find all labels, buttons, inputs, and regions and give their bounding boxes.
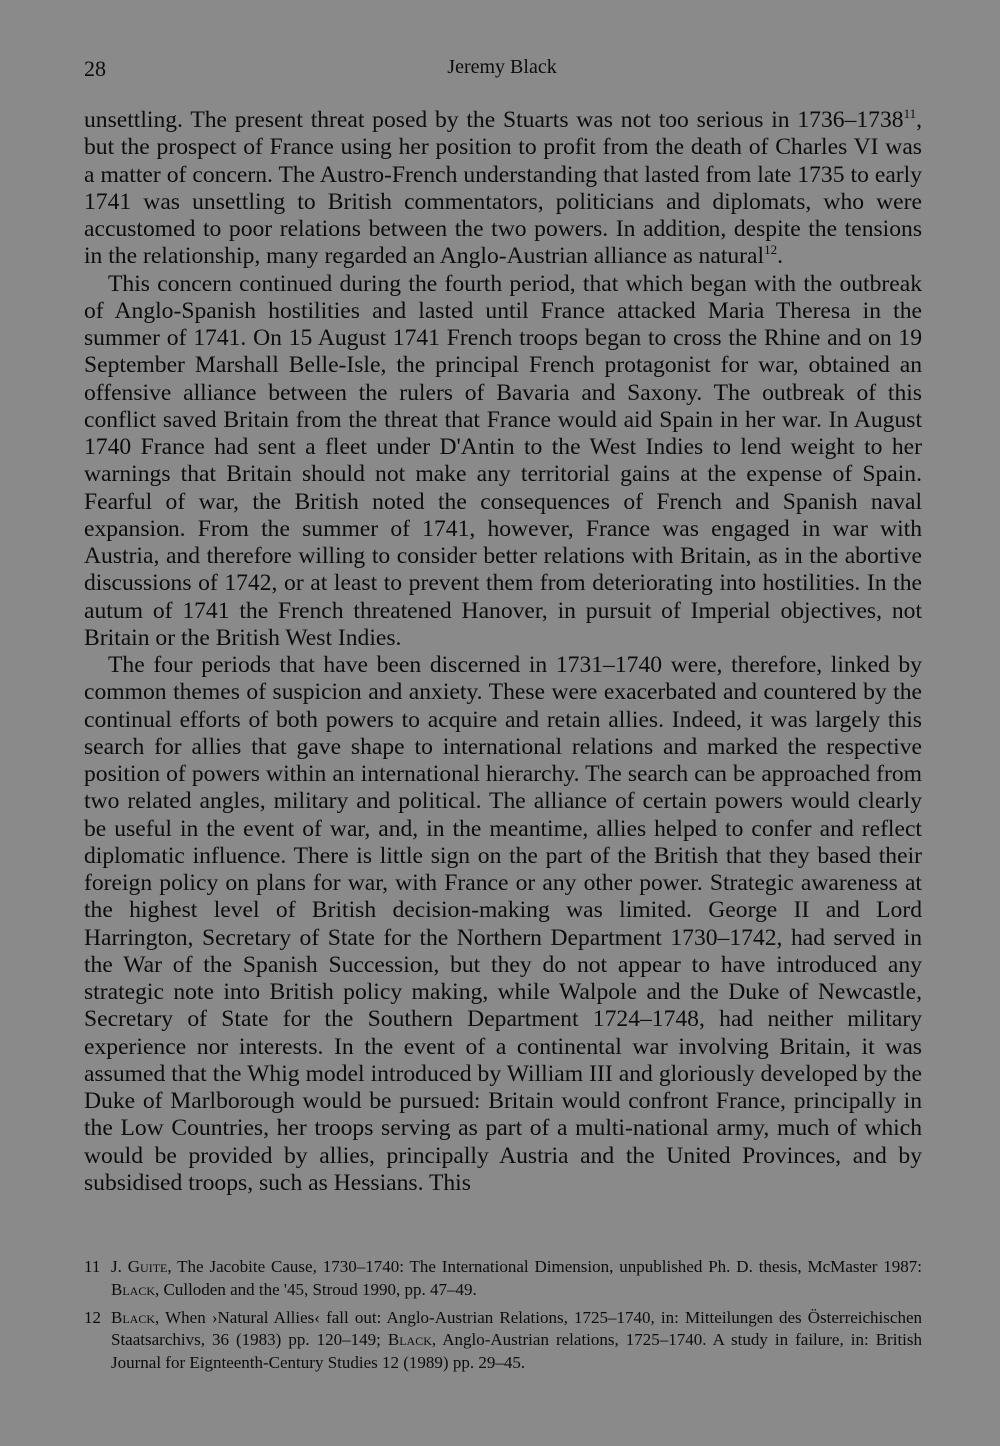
footnote-ref-11: 11 — [903, 106, 917, 121]
footnotes — [84, 1256, 922, 1380]
footnote-text-2: , Anglo-Austrian relations, 1725–1740. A study in failure, in: British Journal for Eignteenth-Century Studies 12 (1989) pp. 29–45. — [111, 1330, 923, 1373]
paragraph-1-text-c: . — [777, 243, 783, 270]
footnote-text-2: , Culloden and the '45, Stroud 1990, pp. 47–49. — [155, 1279, 477, 1299]
footnote-ref-12: 12 — [764, 242, 778, 258]
paragraph-3: The four periods that have been discerned in 1731–1740 were, therefore, linked by common themes of suspicion and anxiety. These were exacerbated and countered by the continual efforts of both powers to acquire and retain allies. Indeed, it was largely this search for allies that gave shape to international relations and marked the respective position of powers within an international hierarchy. The search can be approached from two related angles, military and political. The alliance of certain powers would clearly be useful in the event of war, and, in the meantime, allies helped to confer and reflect diplomatic influence. There is little sign on the part of the British that they based their foreign policy on plans for war, with France or any other power. Strategic awareness at the highest level of British decision-making was limited. George II and Lord Harrington, Secretary of State for the Northern Department 1730–1742, had served in the War of the Spanish Succession, but they do not appear to have introduced any strategic note into British policy making, while Walpole and the Duke of Newcastle, Secretary of State for the Southern Department 1724–1748, had neither military experience nor interests. In the event of a continental war involving Britain, it was assumed that the Whig model introduced by William III and gloriously developed by the Duke of Marlborough would be pursued: Britain would confront France, principally in the Low Countries, her troops serving as part of a multi-national army, much of which would be provided by allies, principally Austria and the United Provinces, and by subsidised troops, such as Hessians. This — [84, 652, 922, 1196]
footnote-12 — [84, 1307, 922, 1375]
paragraph-1 — [84, 107, 922, 271]
footnote-number: 12 — [84, 1307, 101, 1327]
footnote-number: 11 — [84, 1257, 101, 1276]
page-header — [84, 56, 920, 86]
paragraph-1-text-b: , but the prospect of France using her position to profit from the death of Charles VI was a matter of concern. The Austro-French understanding that lasted from late 1735 to early 1741 was unsettling to British commentators, politicians and diplomats, who were accustomed to poor relations between the two powers. In addition, despite the tensions in the relationship, many regarded an Anglo-Austrian alliance as natural — [84, 107, 922, 270]
footnote-author: Black — [111, 1307, 156, 1327]
footnote-11 — [84, 1256, 922, 1302]
footnote-author-2: Black — [111, 1279, 156, 1299]
running-head: Jeremy Black — [447, 56, 557, 78]
body-text — [84, 107, 922, 1197]
footnote-author: Guite — [127, 1257, 168, 1276]
footnote-prefix: J. — [111, 1257, 128, 1276]
paragraph-1-text-a: unsettling. The present threat posed by the Stuarts was not too serious in 1736–1738 — [84, 107, 904, 133]
paragraph-2: This concern continued during the fourth period, that which began with the outbreak of Anglo-Spanish hostilities and lasted until France attacked Maria Theresa in the summer of 1741. On 15 August 1741 French troops began to cross the Rhine and on 19 September Marshall Belle-Isle, the principal French protagonist for war, obtained an offensive alliance between the rulers of Bavaria and Saxony. The outbreak of this conflict saved Britain from the threat that France would aid Spain in her war. In August 1740 France had sent a fleet under D'Antin to the West Indies to lend weight to her warnings that Britain should not make any territorial gains at the expense of Spain. Fearful of war, the British noted the consequences of French and Spanish naval expansion. From the summer of 1741, however, France was engaged in war with Austria, and therefore willing to consider better relations with Britain, as in the abortive discussions of 1742, or at least to prevent them from deteriorating into hostilities. In the autum of 1741 the French threatened Hanover, in pursuit of Imperial objectives, not Britain or the British West Indies. — [84, 270, 922, 651]
page-number: 28 — [84, 56, 106, 81]
footnote-text: , When ›Natural Allies‹ fall out: Anglo-Austrian Relations, 1725–1740, in: Mitteilungen des Österreichischen Staatsarchivs, 36 (1983) pp. 120–149; — [111, 1307, 922, 1350]
footnote-author-2: Black — [387, 1330, 432, 1350]
footnote-text: , The Jacobite Cause, 1730–1740: The International Dimension, unpublished Ph. D. thesis, McMaster 1987: — [167, 1257, 922, 1276]
